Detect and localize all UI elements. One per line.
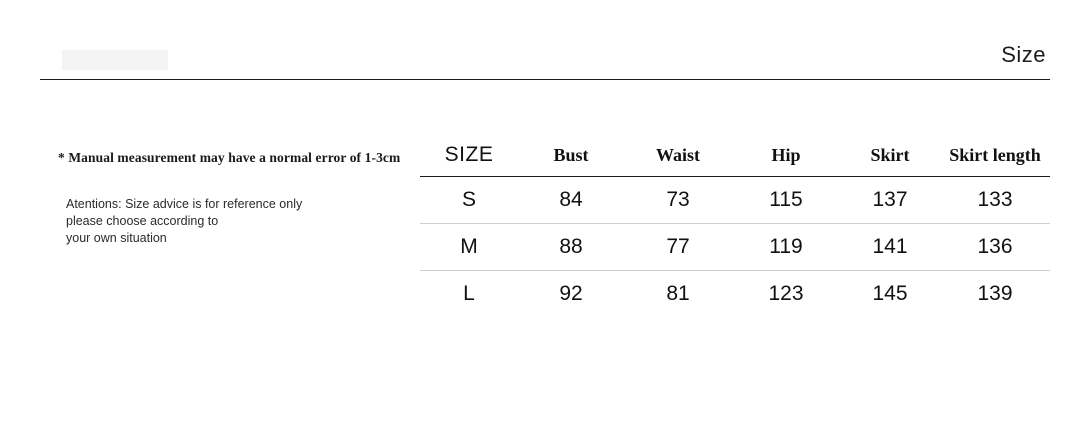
cell-bust: 84 bbox=[518, 177, 624, 224]
table-row bbox=[420, 271, 1050, 318]
cell-hip: 119 bbox=[732, 224, 840, 271]
cell-skirt: 137 bbox=[840, 177, 940, 224]
column-header-waist: Waist bbox=[624, 134, 732, 177]
page-title: Size bbox=[1001, 42, 1046, 67]
cell-skirt: 141 bbox=[840, 224, 940, 271]
cell-hip: 123 bbox=[768, 282, 804, 305]
table-header-row bbox=[420, 134, 1050, 177]
attention-line-3: your own situation bbox=[66, 230, 167, 245]
cell-bust: 92 bbox=[559, 282, 583, 305]
table-row bbox=[420, 224, 1050, 271]
column-header-skirt-length: Skirt length bbox=[940, 134, 1050, 177]
table-row bbox=[420, 177, 1050, 224]
size-chart-table bbox=[420, 134, 1050, 317]
cell-size: L bbox=[463, 282, 475, 305]
cell-hip: 115 bbox=[732, 177, 840, 224]
attention-line-1: Atentions: Size advice is for reference only bbox=[66, 197, 303, 211]
cell-size: M bbox=[420, 224, 518, 271]
column-header-bust: Bust bbox=[518, 134, 624, 177]
cell-skirt-length: 133 bbox=[940, 177, 1050, 224]
cell-waist: 73 bbox=[624, 177, 732, 224]
measurement-error-note: * Manual measurement may have a normal error of 1-3cm bbox=[58, 150, 401, 165]
page-header bbox=[40, 40, 1050, 80]
column-header-skirt: Skirt bbox=[840, 134, 940, 177]
measurement-notes bbox=[58, 150, 401, 247]
cell-skirt-length: 139 bbox=[977, 282, 1013, 305]
cell-skirt-length: 136 bbox=[940, 224, 1050, 271]
cell-waist: 77 bbox=[624, 224, 732, 271]
attention-note bbox=[66, 196, 398, 247]
cell-bust: 88 bbox=[518, 224, 624, 271]
cell-size: S bbox=[420, 177, 518, 224]
column-header-hip: Hip bbox=[732, 134, 840, 177]
attention-line-2: please choose according to bbox=[66, 213, 219, 228]
cell-waist: 81 bbox=[666, 282, 690, 305]
header-color-swatch bbox=[62, 50, 168, 70]
cell-skirt: 145 bbox=[872, 282, 908, 305]
header-divider bbox=[40, 79, 1050, 80]
column-header-size: SIZE bbox=[420, 134, 518, 177]
